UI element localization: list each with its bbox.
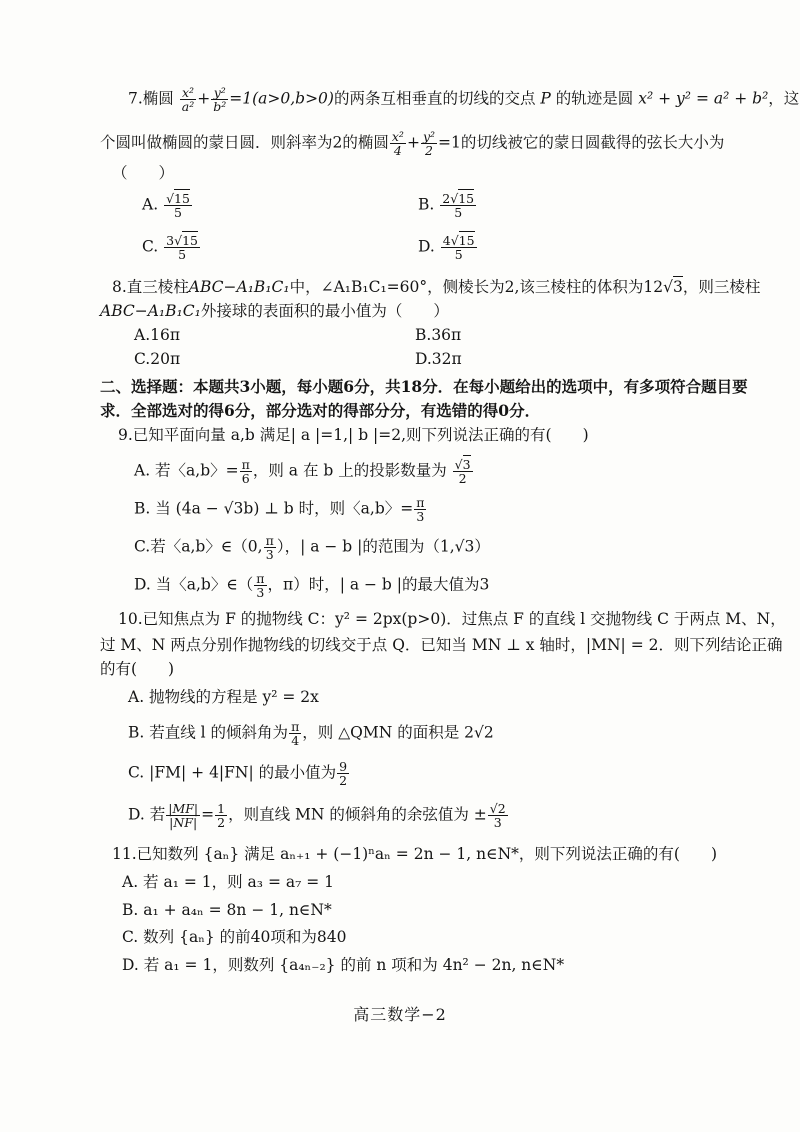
q9-option-d: D. 当〈a,b〉∈（ $\frac{\pi}{3}$ ，π）时，| a − b |的最大值为3	[134, 571, 490, 600]
q11-option-b: B. a₁ + a₄ₙ = 8n − 1, n∈N*	[122, 901, 332, 919]
q9-option-c: C.若〈a,b〉∈（0, $\frac{\pi}{3}$ ），| a − b |的范围为（1,√3）	[134, 533, 490, 562]
q7-ellipse-x-frac: $\frac{\text{x²}}{\text{a²}}$	[181, 85, 195, 114]
q7-option-b: B. $\frac{2√15}{5}$	[418, 191, 475, 220]
q8-line2: ABC−A₁B₁C₁外接球的表面积的最小值为（ ）	[100, 302, 449, 320]
q7-option-a: A. $\frac{√15}{5}$	[142, 191, 190, 220]
q11-stem: 11.已知数列 {aₙ} 满足 aₙ₊₁ + (−1)ⁿaₙ = 2n − 1, n∈N*，则下列说法正确的有( )	[112, 845, 717, 863]
q10-option-c: C. |FM| + 4|FN| 的最小值为 $\frac{9}{2}$	[128, 759, 348, 788]
q8-line1: 8.直三棱柱ABC−A₁B₁C₁中，∠A₁B₁C₁=60°，侧棱长为2,该三棱柱的体积为12√3，则三棱柱	[112, 278, 761, 296]
q8-option-a: A.16π	[134, 326, 181, 344]
q9-stem: 9.已知平面向量 a,b 满足| a |=1,| b |=2,则下列说法正确的有( )	[118, 426, 589, 444]
q7-eq2-y-frac: $\frac{\text{y²}}{2}$	[422, 129, 436, 158]
q7-option-d: D. $\frac{4√15}{5}$	[418, 233, 475, 262]
q7-line2: 个圆叫做椭圆的蒙日圆．则斜率为2的椭圆 $\frac{\text{x²}}{4}$ + $\frac{\text{y²}}{2}$ =1的切线被它的蒙日圆截得的弦长大小为	[100, 129, 725, 158]
q8-option-d: D.32π	[415, 350, 462, 368]
q8-option-c: C.20π	[134, 350, 181, 368]
q7-ellipse-y-frac: $\frac{\text{y²}}{\text{b²}}$	[213, 85, 227, 114]
q7-line1: 7.椭圆 $\frac{\text{x²}}{\text{a²}}$ + $\frac{\text{y²}}{\text{b²}}$ =1(a>0,b>0)的两条互相垂直的切线的交点 P 的轨迹是圆 x² + y² = a² + b²，这	[128, 85, 800, 114]
q10-stem-line3: 的有( )	[100, 660, 175, 678]
q11-option-c: C. 数列 {aₙ} 的前40项和为840	[122, 928, 347, 946]
q10-stem-line1: 10.已知焦点为 F 的抛物线 C：y² = 2px(p>0)．过焦点 F 的直线 l 交抛物线 C 于两点 M、N，	[118, 610, 786, 628]
q7-eq2-x-frac: $\frac{\text{x²}}{4}$	[391, 129, 404, 158]
q10-option-d: D. 若 $\frac{|MF|}{|NF|}$ = $\frac{1}{2}$ ，则直线 MN 的倾斜角的余弦值为 ± $\frac{√2}{3}$	[128, 801, 506, 830]
q10-option-b: B. 若直线 l 的倾斜角为 $\frac{\pi}{4}$ ，则 △QMN 的面积是 2√2	[128, 719, 494, 748]
q10-stem-line2: 过 M、N 两点分别作抛物线的切线交于点 Q．已知当 MN ⊥ x 轴时，|MN| = 2．则下列结论正确	[100, 636, 783, 654]
page-footer: 高三数学−2	[353, 1005, 447, 1024]
section2-heading-line1: 二、选择题：本题共3小题，每小题6分，共18分．在每小题给出的选项中，有多项符合题目要	[100, 377, 748, 396]
section2-heading-line2: 求．全部选对的得6分，部分选对的得部分分，有选错的得0分．	[100, 401, 541, 420]
q7-paren: （ ）	[112, 164, 175, 182]
q8-option-b: B.36π	[415, 326, 462, 344]
q11-option-d: D. 若 a₁ = 1，则数列 {a₄ₙ₋₂} 的前 n 项和为 4n² − 2n, n∈N*	[122, 956, 565, 974]
q9-option-a: A. 若〈a,b〉= $\frac{\pi}{6}$ ，则 a 在 b 上的投影数量为 $\frac{√3}{2}$	[134, 457, 471, 486]
q7-option-c: C. $\frac{3√15}{5}$	[142, 233, 198, 262]
q10-option-a: A. 抛物线的方程是 y² = 2x	[128, 688, 319, 706]
q9-option-b: B. 当 (4a − √3b) ⊥ b 时，则〈a,b〉= $\frac{\pi}{3}$	[134, 495, 425, 524]
q11-option-a: A. 若 a₁ = 1，则 a₃ = a₇ = 1	[122, 873, 335, 891]
